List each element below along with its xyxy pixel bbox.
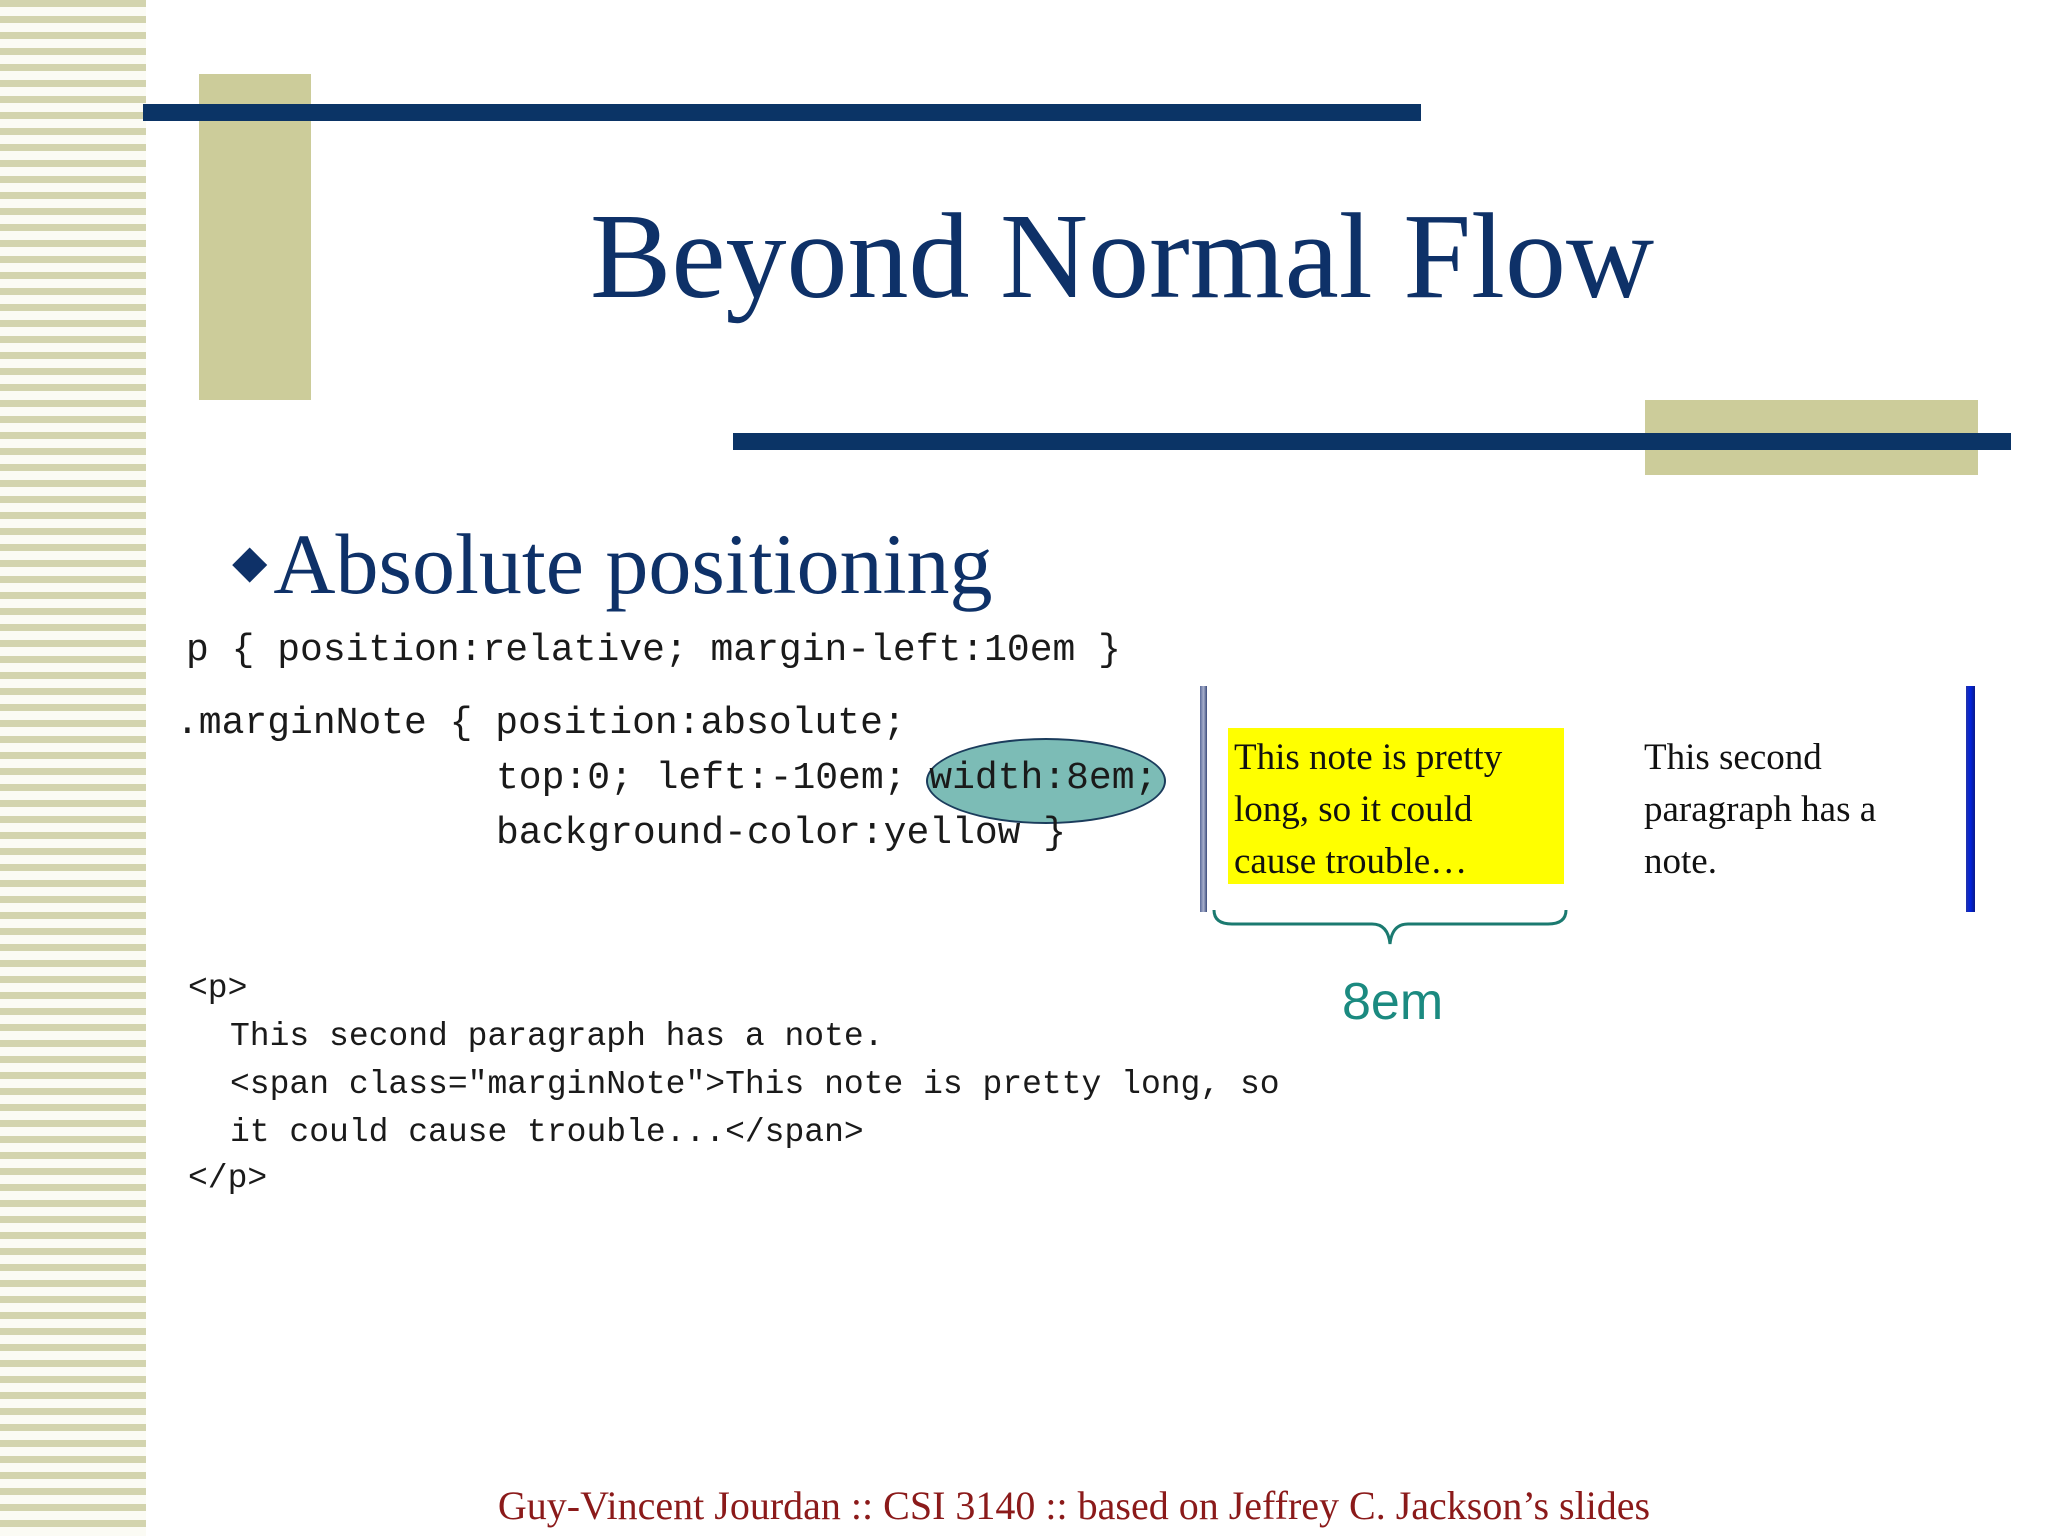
khaki-block-top-left xyxy=(199,74,311,400)
css-code-width-highlight: width:8em; xyxy=(929,757,1158,800)
bullet-item xyxy=(232,515,992,614)
bullet-text: Absolute positioning xyxy=(273,516,993,612)
css-code-line-2: .marginNote { position:absolute; xyxy=(176,702,906,745)
margin-note-example: This note is pretty long, so it could cause trouble… xyxy=(1228,728,1564,884)
html-code-line-3: <span class="marginNote">This note is pretty long, so xyxy=(230,1066,1280,1103)
slide-title: Beyond Normal Flow xyxy=(590,189,1655,324)
width-label: 8em xyxy=(1342,973,1444,1031)
diamond-bullet-icon: ◆ xyxy=(232,536,268,587)
html-code-line-4: it could cause trouble...</span> xyxy=(230,1114,864,1151)
html-code-line-2: This second paragraph has a note. xyxy=(230,1018,884,1055)
width-brace xyxy=(1212,900,1568,948)
right-edge-line xyxy=(1966,686,1975,912)
second-paragraph-example: This second paragraph has a note. xyxy=(1644,737,1877,882)
navy-rule-top xyxy=(143,104,1421,121)
html-code-line-1: <p> xyxy=(188,970,248,1007)
html-code-line-5: </p> xyxy=(188,1160,268,1197)
css-code-line-4: background-color:yellow } xyxy=(496,812,1067,855)
navy-rule-bottom xyxy=(733,433,2011,450)
slide-footer: Guy-Vincent Jourdan :: CSI 3140 :: based on Jeffrey C. Jackson’s slides xyxy=(497,1483,1651,1528)
css-code-line-1: p { position:relative; margin-left:10em } xyxy=(186,629,1121,672)
brace-path xyxy=(1214,910,1566,944)
css-code-line-3-a: top:0; left:-10em; xyxy=(496,757,930,800)
decorative-stripes xyxy=(0,0,146,1536)
left-edge-line xyxy=(1200,686,1207,912)
css-code-line-3 xyxy=(496,757,1158,800)
